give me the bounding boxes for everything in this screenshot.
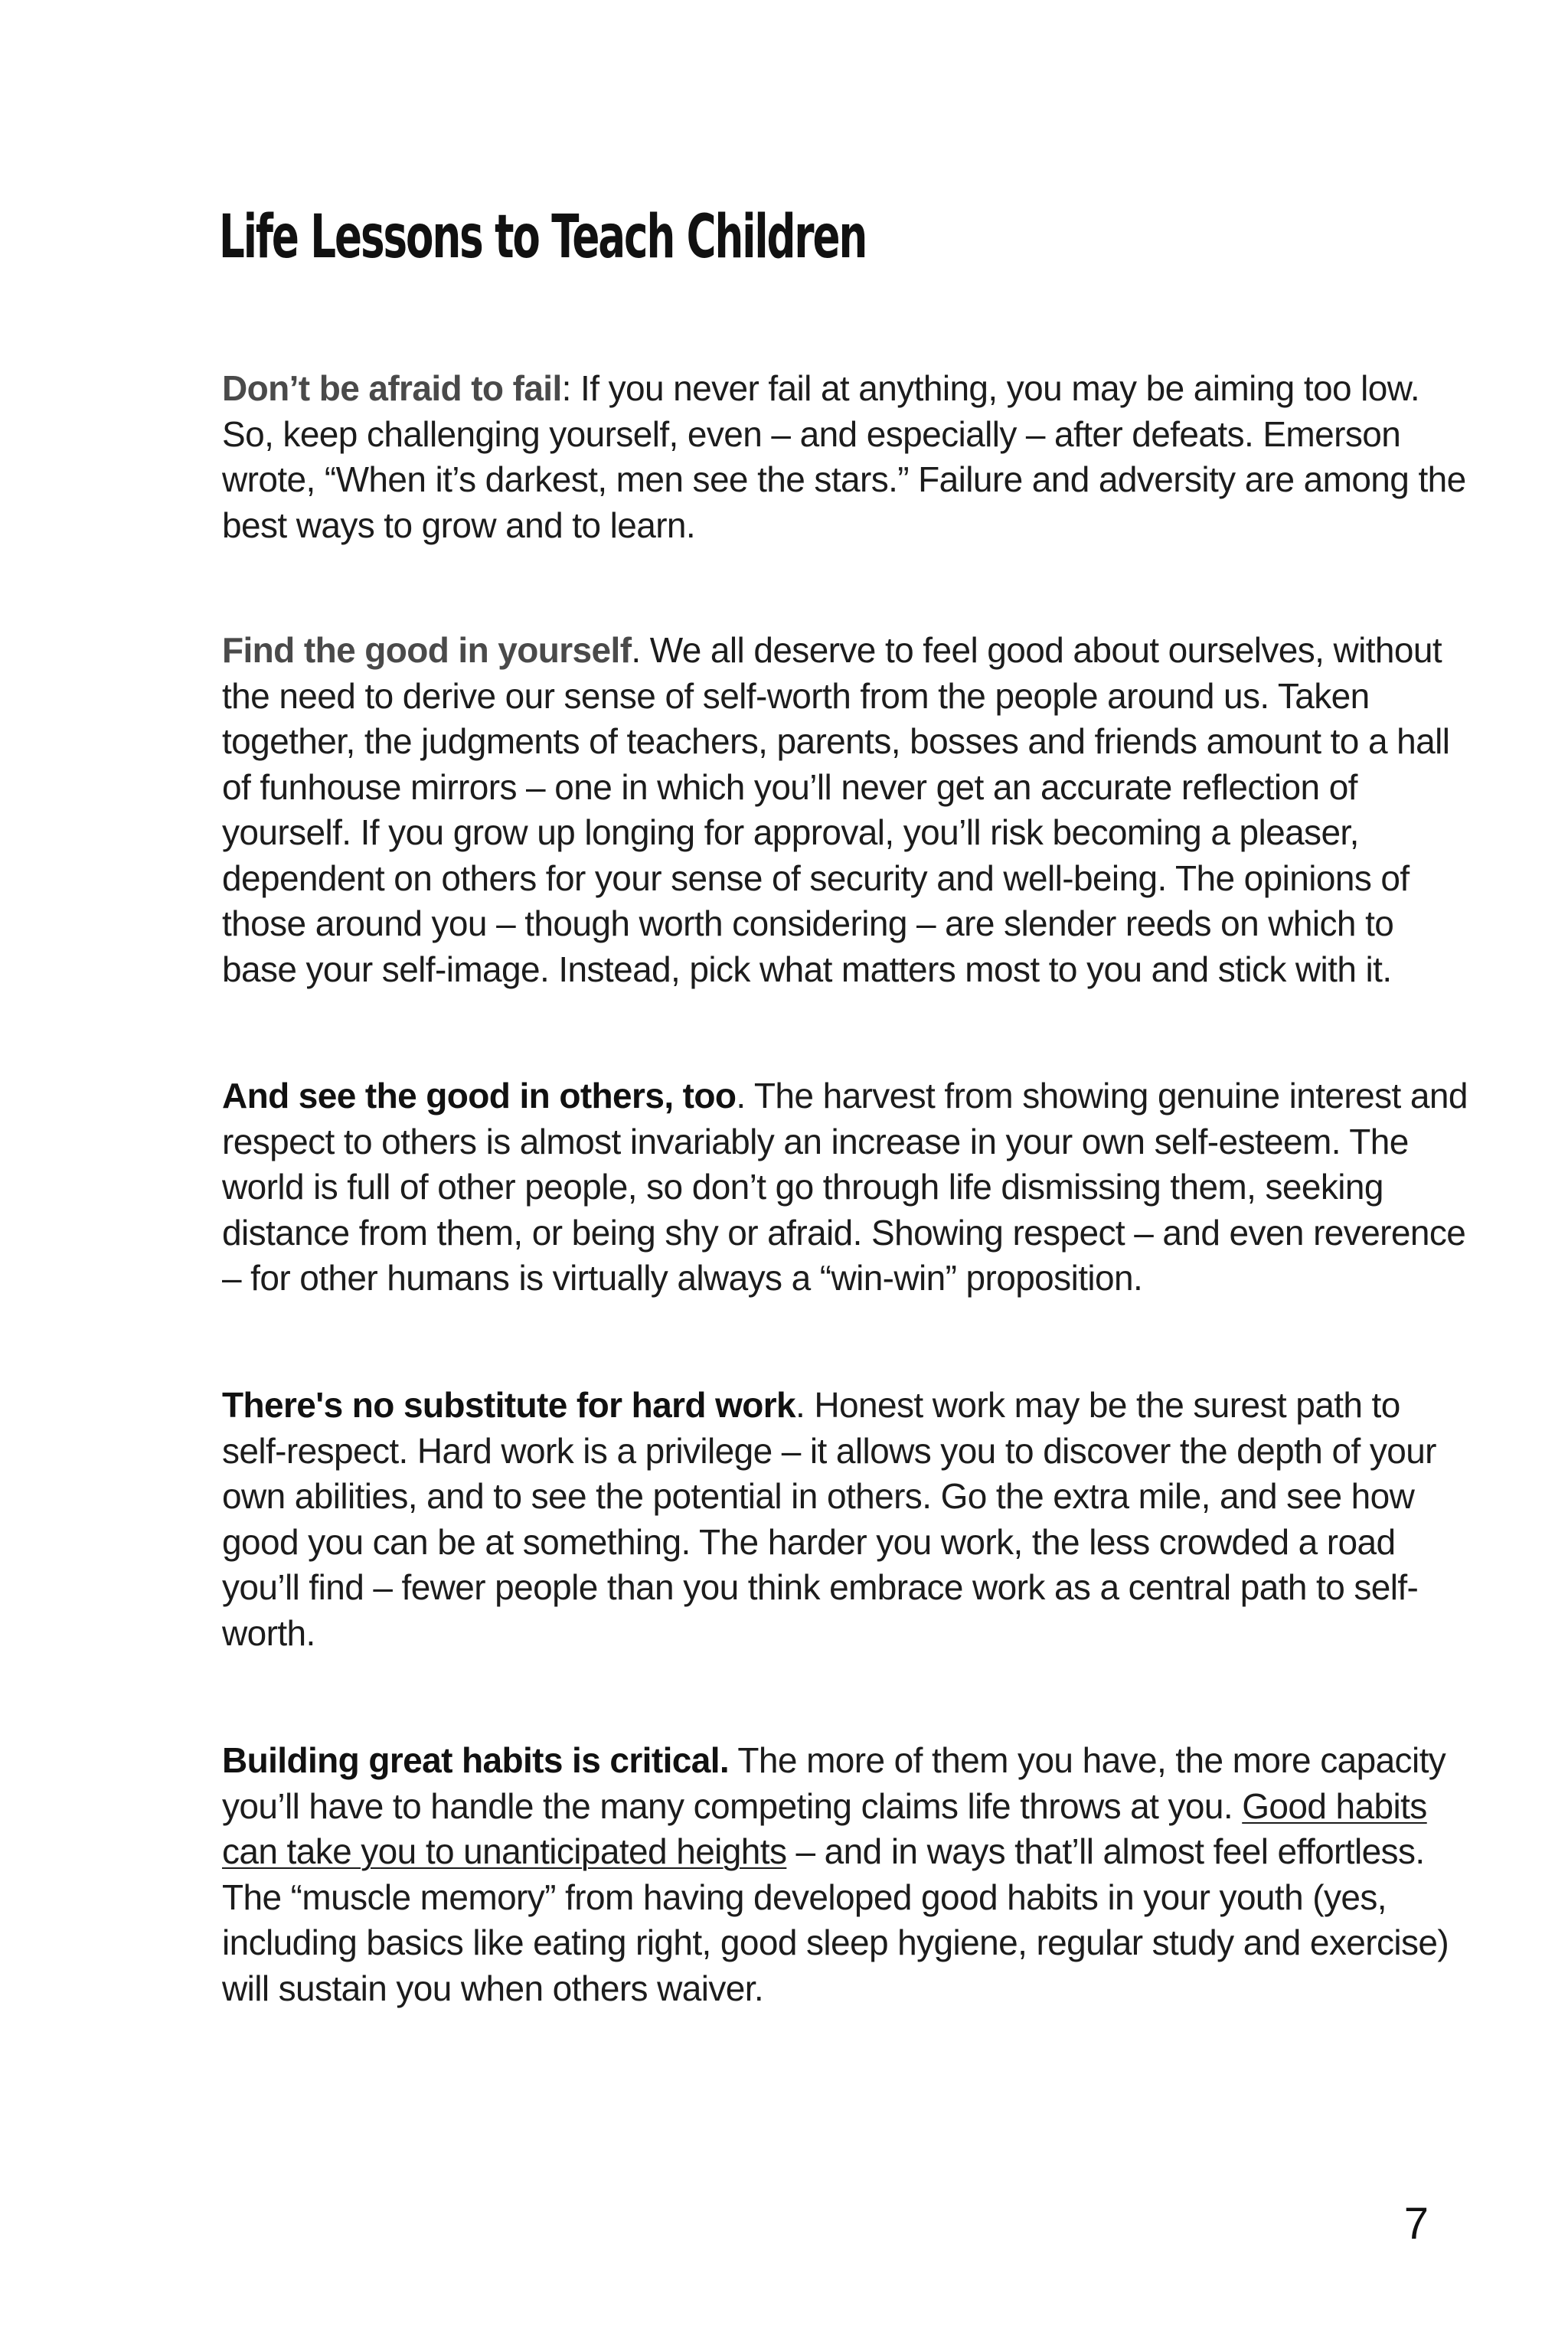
- paragraph-text: . We all deserve to feel good about ourselves, without: [631, 630, 1442, 670]
- paragraph-text: – and in ways that’ll almost feel effortless.: [786, 1831, 1425, 1871]
- paragraph-line: will sustain you when others waiver.: [222, 1968, 764, 2008]
- lesson-paragraph-good-in-yourself: [222, 628, 1462, 992]
- paragraph-line: [222, 366, 1462, 412]
- paragraph-line: wrote, “When it’s darkest, men see the stars.” Failure and adversity are among the: [222, 459, 1466, 499]
- paragraph-line: [222, 1784, 1462, 1830]
- lesson-heading: And see the good in others, too: [222, 1076, 737, 1116]
- lesson-heading: Find the good in yourself: [222, 630, 632, 670]
- paragraph-line: good you can be at something. The harder you work, the less crowded a road: [222, 1521, 1396, 1562]
- lesson-paragraph-hard-work: [222, 1383, 1462, 1656]
- paragraph-line: worth.: [222, 1612, 315, 1653]
- paragraph-line: – for other humans is virtually always a “win-win” proposition.: [222, 1258, 1143, 1298]
- paragraph-text: . Honest work may be the surest path to: [795, 1385, 1400, 1425]
- lesson-heading: Don’t be afraid to fail: [222, 368, 562, 408]
- paragraph-text: : If you never fail at anything, you may be aiming too low.: [561, 368, 1420, 408]
- lesson-heading: There's no substitute for hard work: [222, 1385, 796, 1425]
- page-number: 7: [1403, 2199, 1429, 2249]
- paragraph-line: world is full of other people, so don’t go through life dismissing them, seeking: [222, 1167, 1383, 1207]
- lesson-paragraph-habits: [222, 1738, 1462, 2011]
- good-habits-link[interactable]: Good habits: [1242, 1785, 1427, 1826]
- paragraph-line: yourself. If you grow up longing for approval, you’ll risk becoming a pleaser,: [222, 812, 1359, 852]
- paragraph-text: . The harvest from showing genuine interest and: [736, 1076, 1468, 1116]
- paragraph-line: The “muscle memory” from having developed good habits in your youth (yes,: [222, 1877, 1387, 1917]
- paragraph-text: you’ll have to handle the many competing claims life throws at you.: [222, 1785, 1243, 1826]
- paragraph-line: [222, 628, 1462, 674]
- paragraph-line: [222, 1383, 1462, 1429]
- paragraph-line: respect to others is almost invariably an increase in your own self-esteem. The: [222, 1121, 1409, 1161]
- paragraph-line: distance from them, or being shy or afraid. Showing respect – and even reverence: [222, 1212, 1466, 1253]
- paragraph-line: self-respect. Hard work is a privilege – it allows you to discover the depth of your: [222, 1430, 1436, 1471]
- paragraph-line: including basics like eating right, good sleep hygiene, regular study and exercise): [222, 1922, 1449, 1962]
- page-title: Life Lessons to Teach Children: [219, 203, 867, 272]
- lesson-paragraph-good-in-others: [222, 1073, 1468, 1302]
- paragraph-line: those around you – though worth considering – are slender reeds on which to: [222, 903, 1394, 943]
- paragraph-line: the need to derive our sense of self-worth from the people around us. Taken: [222, 675, 1370, 716]
- lesson-paragraph-fail: [222, 366, 1466, 548]
- lesson-heading: Building great habits is critical.: [222, 1740, 730, 1780]
- paragraph-line: [222, 1073, 1468, 1119]
- paragraph-line: of funhouse mirrors – one in which you’ll never get an accurate reflection of: [222, 766, 1357, 807]
- paragraph-line: So, keep challenging yourself, even – and especially – after defeats. Emerson: [222, 413, 1401, 454]
- paragraph-line: together, the judgments of teachers, parents, bosses and friends amount to a hall: [222, 721, 1450, 761]
- good-habits-link-continued[interactable]: can take you to unanticipated heights: [222, 1831, 787, 1871]
- paragraph-line: own abilities, and to see the potential in others. Go the extra mile, and see how: [222, 1476, 1415, 1516]
- paragraph-line: [222, 1829, 1462, 1875]
- paragraph-line: base your self-image. Instead, pick what matters most to you and stick with it.: [222, 949, 1392, 989]
- paragraph-line: best ways to grow and to learn.: [222, 505, 696, 545]
- paragraph-text: The more of them you have, the more capacity: [729, 1740, 1446, 1780]
- paragraph-line: [222, 1738, 1462, 1784]
- paragraph-line: dependent on others for your sense of security and well-being. The opinions of: [222, 858, 1410, 898]
- paragraph-line: you’ll find – fewer people than you think embrace work as a central path to self-: [222, 1567, 1419, 1607]
